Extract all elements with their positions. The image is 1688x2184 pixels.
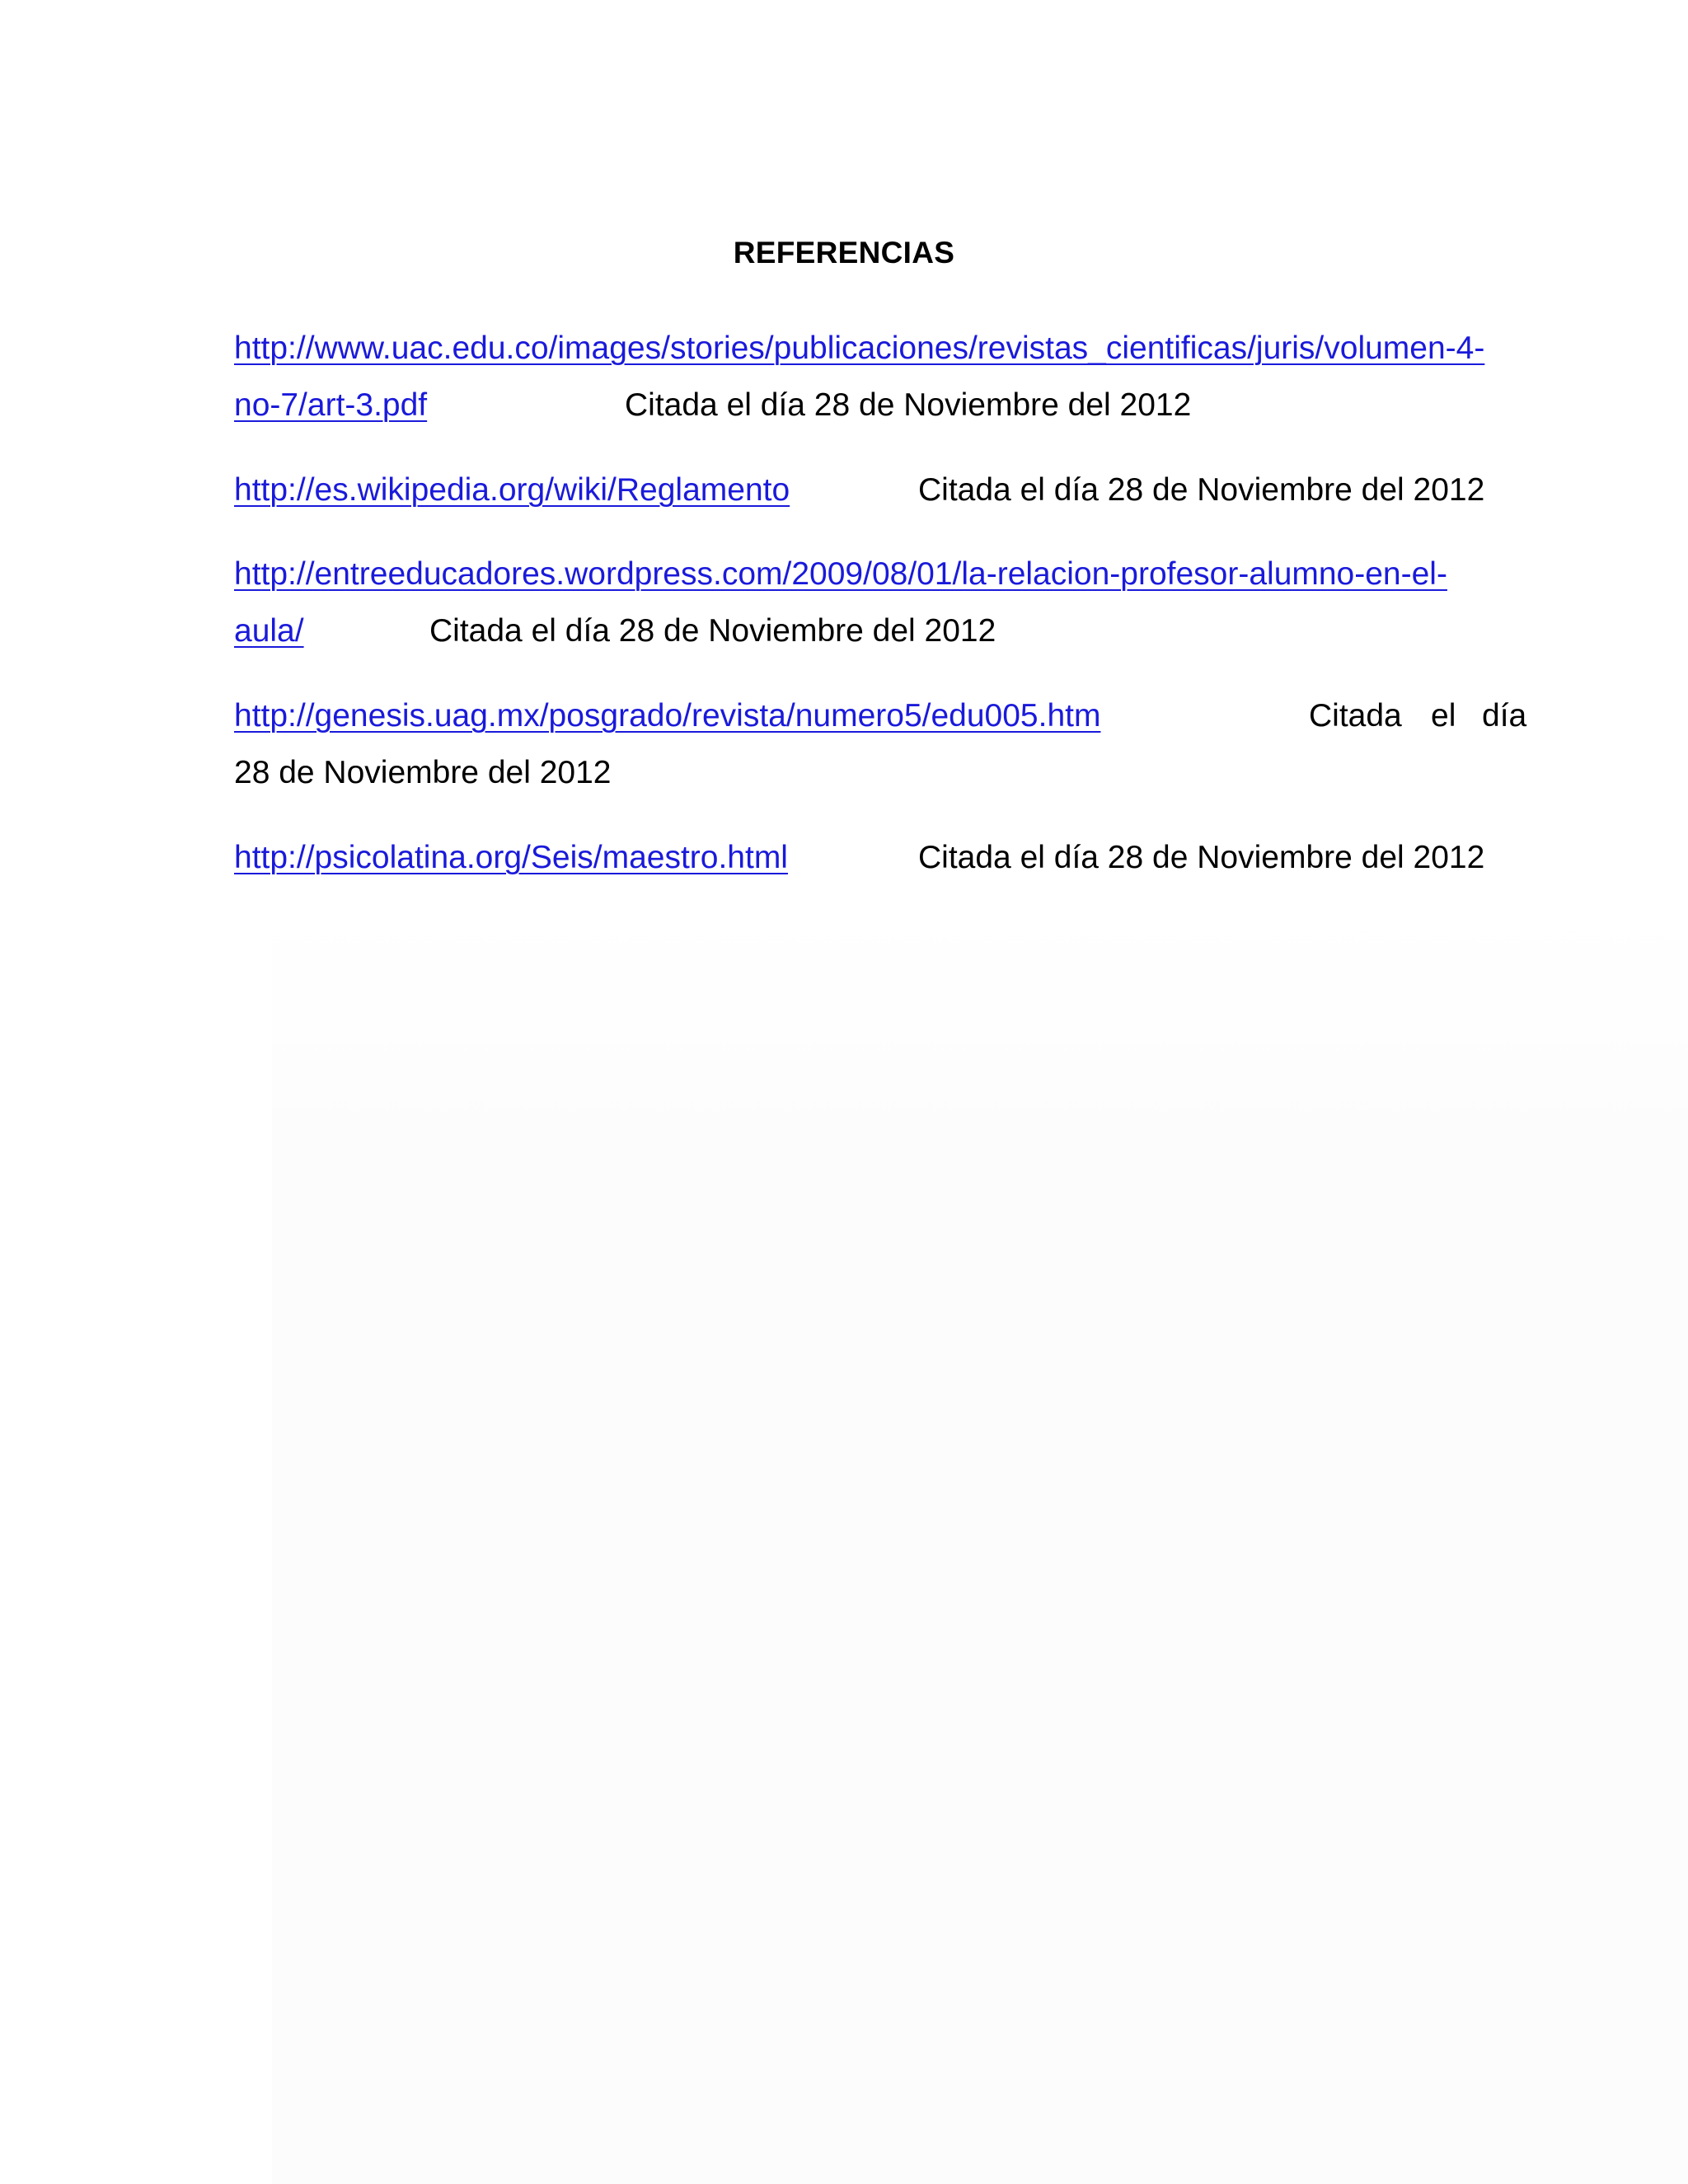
reference-5-link[interactable]: http://psicolatina.org/Seis/maestro.html	[234, 840, 788, 875]
reference-5-line	[234, 837, 788, 879]
reference-1-line1	[234, 328, 1484, 369]
reference-3-line2	[234, 611, 304, 652]
reference-1-link-continued[interactable]: no-7/art-3.pdf	[234, 387, 428, 423]
reference-2-link[interactable]: http://es.wikipedia.org/wiki/Reglamento	[234, 472, 790, 508]
reference-4-line1	[234, 696, 1100, 737]
reference-2-citation: Citada el día 28 de Noviembre del 2012	[918, 472, 1485, 508]
reference-4-citation-word-3: día	[1482, 698, 1527, 733]
reference-1-line2	[234, 385, 427, 426]
reference-4-link[interactable]: http://genesis.uag.mx/posgrado/revista/numero5/edu005.htm	[234, 698, 1101, 733]
reference-3-link[interactable]: http://entreeducadores.wordpress.com/2009/08/01/la-relacion-profesor-alumno-en-el-	[234, 556, 1447, 592]
page-background-shade	[272, 907, 1688, 2184]
reference-1-link[interactable]: http://www.uac.edu.co/images/stories/publicaciones/revistas_cientificas/juris/volumen-4-	[234, 330, 1485, 366]
page-title: REFERENCIAS	[733, 236, 955, 269]
reference-4-citation-word-2: el	[1431, 698, 1456, 733]
reference-1-citation: Citada el día 28 de Noviembre del 2012	[625, 387, 1192, 423]
reference-3-line1	[234, 554, 1447, 595]
reference-3-link-continued[interactable]: aula/	[234, 613, 304, 649]
reference-3-citation: Citada el día 28 de Noviembre del 2012	[429, 613, 996, 649]
reference-5-citation: Citada el día 28 de Noviembre del 2012	[918, 840, 1485, 875]
reference-4-citation-word-1: Citada	[1309, 698, 1402, 733]
reference-4-citation-continued: 28 de Noviembre del 2012	[234, 755, 612, 790]
reference-2-line	[234, 470, 790, 511]
